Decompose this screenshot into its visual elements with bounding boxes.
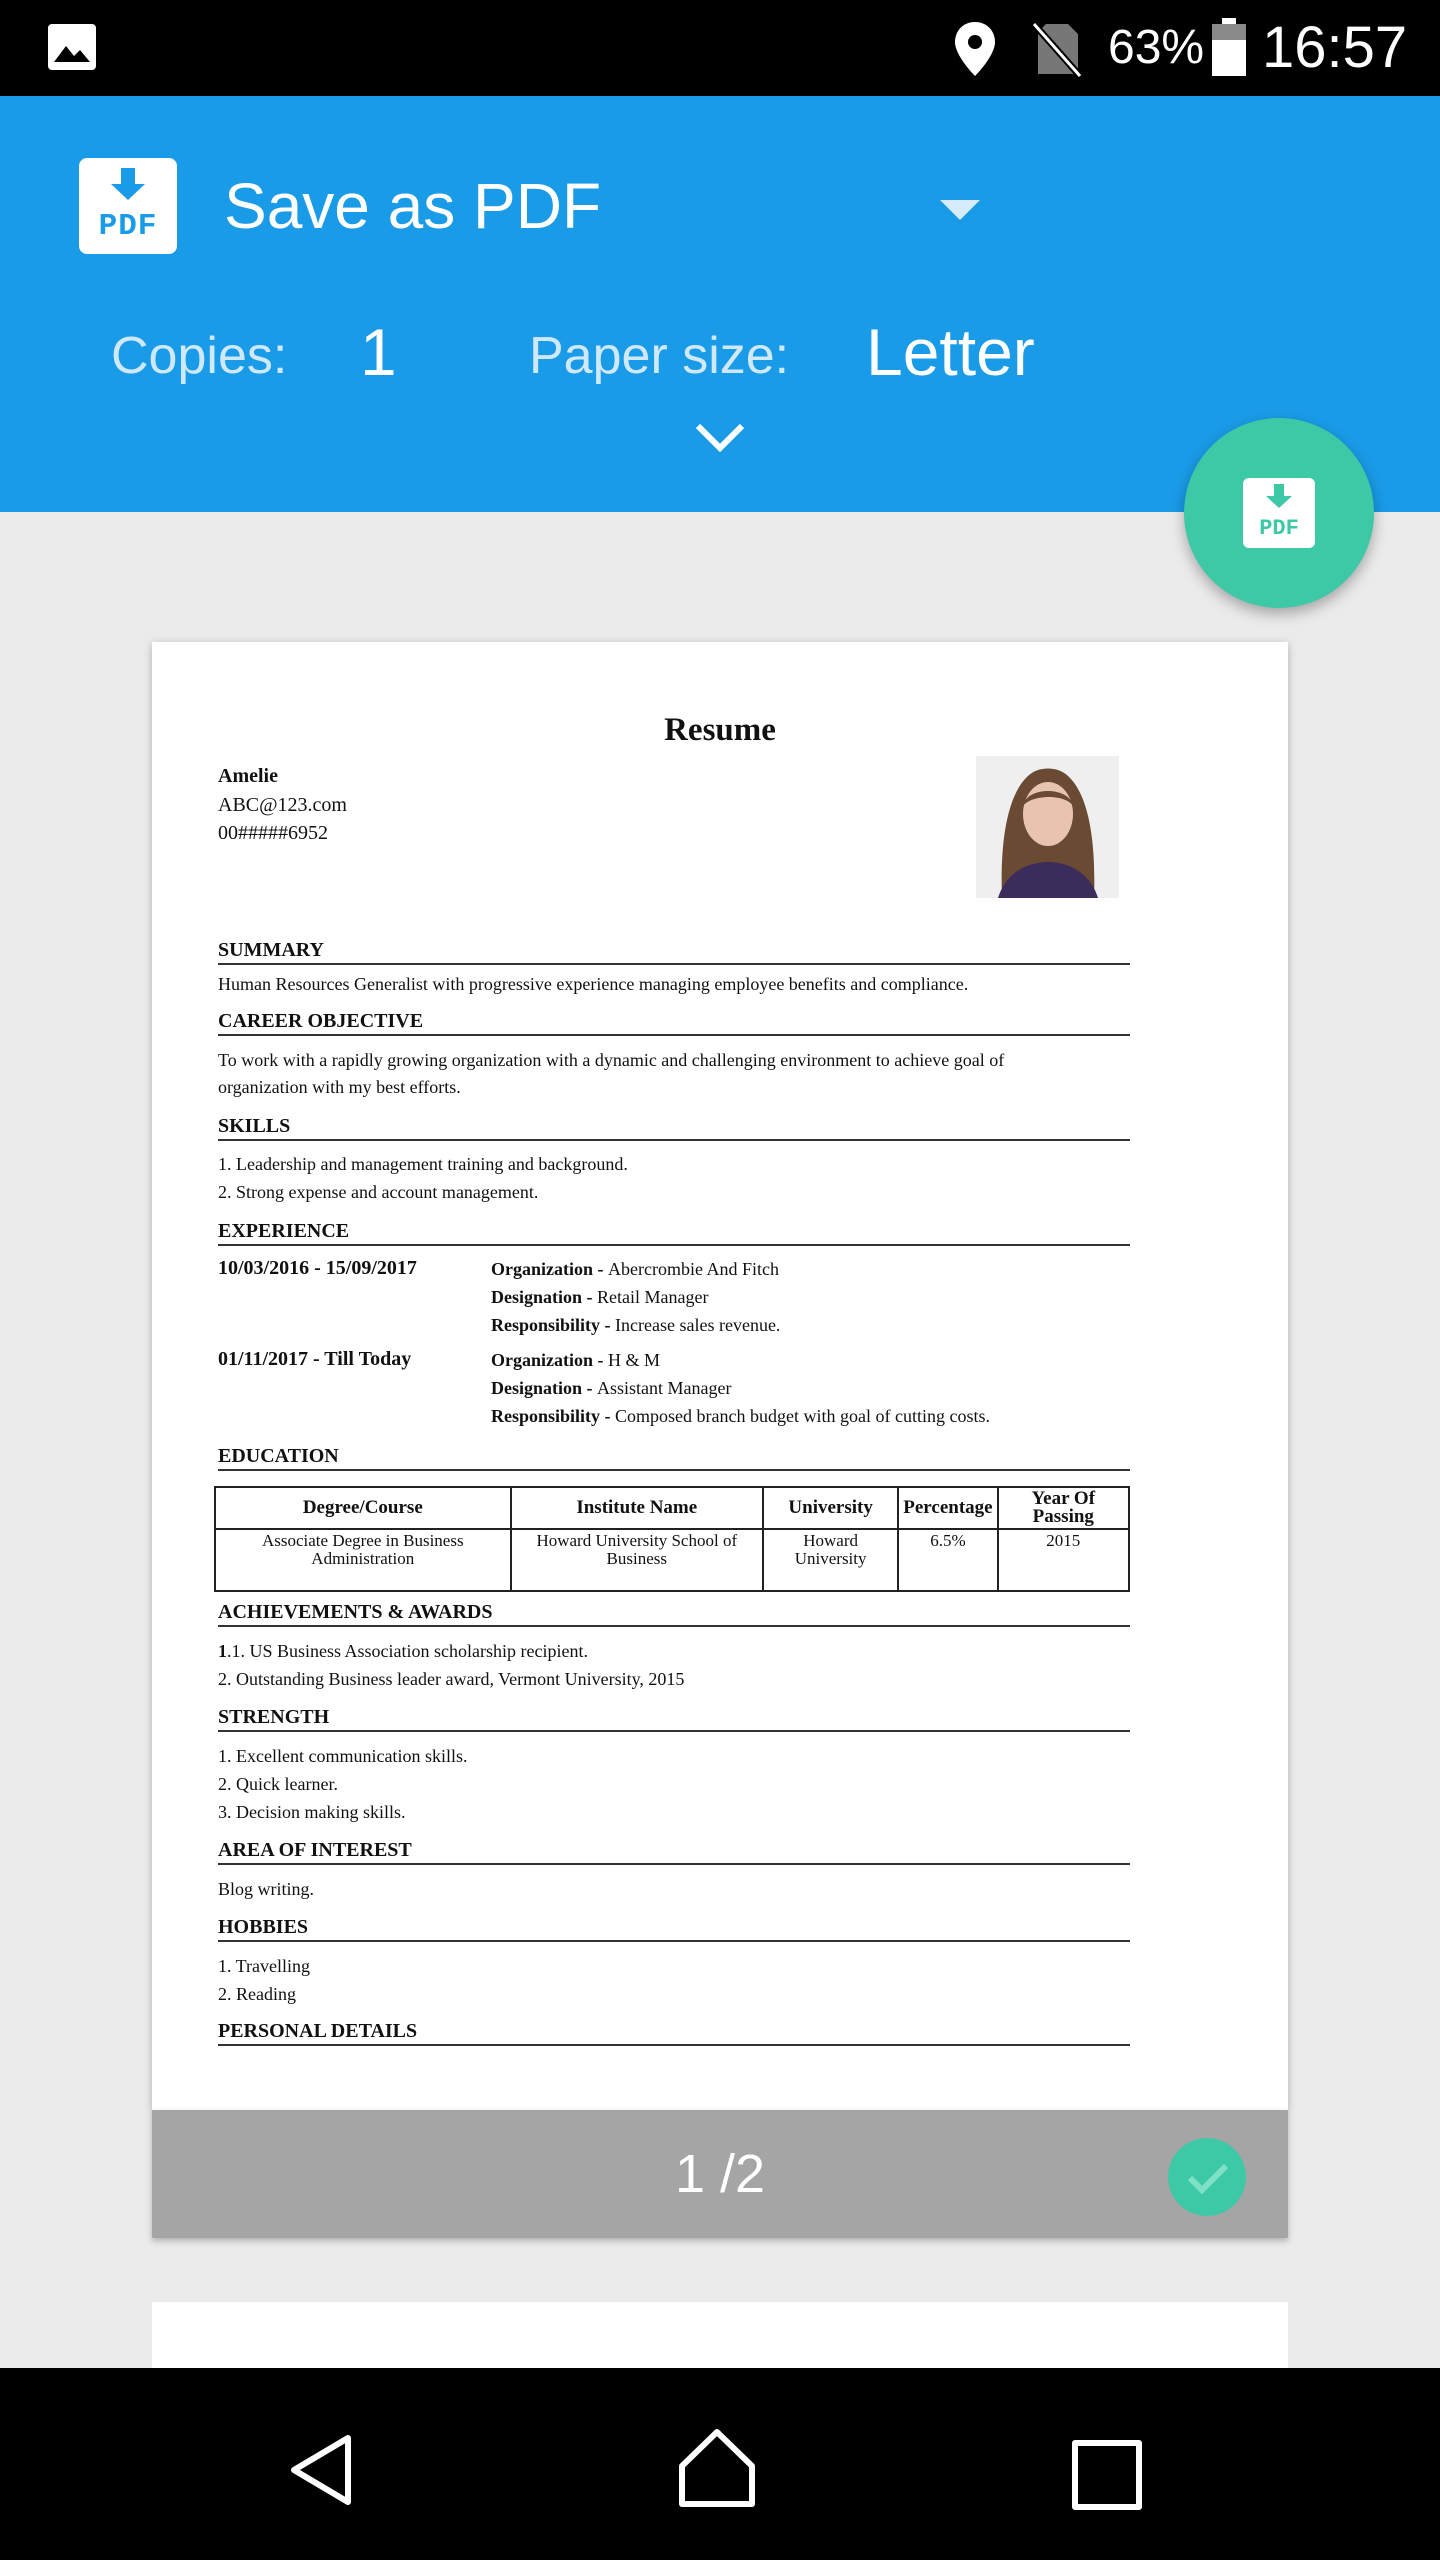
education-heading: EDUCATION bbox=[218, 1444, 1130, 1471]
summary-heading: SUMMARY bbox=[218, 938, 1130, 965]
table-cell: 2015 bbox=[998, 1529, 1129, 1591]
pdf-download-icon bbox=[1243, 478, 1315, 548]
copies-value[interactable]: 1 bbox=[360, 315, 397, 389]
objective-text-line2: organization with my best efforts. bbox=[218, 1077, 461, 1097]
table-cell: Howard University School of Business bbox=[511, 1529, 763, 1591]
pdf-printer-icon bbox=[79, 158, 177, 254]
home-icon[interactable] bbox=[676, 2426, 758, 2508]
navigation-bar bbox=[0, 2368, 1440, 2560]
experience-org bbox=[491, 1259, 779, 1280]
designation-label: Designation - bbox=[491, 1287, 598, 1307]
skill-item: 2. Strong expense and account management. bbox=[218, 1182, 539, 1202]
org-value: H & M bbox=[608, 1350, 661, 1370]
resume-name: Amelie bbox=[218, 765, 278, 787]
designation-value: Assistant Manager bbox=[597, 1378, 732, 1398]
experience-heading: EXPERIENCE bbox=[218, 1219, 1130, 1246]
table-cell: Howard University bbox=[763, 1529, 898, 1591]
org-value: Abercrombie And Fitch bbox=[608, 1259, 779, 1279]
pdf-logo-text: PDF bbox=[98, 209, 158, 244]
fab-pdf-text: PDF bbox=[1259, 516, 1299, 541]
experience-org bbox=[491, 1350, 660, 1371]
no-sim-icon bbox=[1032, 20, 1082, 78]
experience-designation bbox=[491, 1287, 708, 1308]
table-header: Percentage bbox=[898, 1487, 997, 1529]
achievement-text: .1. US Business Association scholarship recipient. bbox=[227, 1641, 588, 1661]
designation-label: Designation - bbox=[491, 1378, 598, 1398]
interest-text: Blog writing. bbox=[218, 1879, 315, 1899]
summary-text: Human Resources Generalist with progressive experience managing employee benefits and compliance. bbox=[218, 974, 969, 994]
table-cell: 6.5% bbox=[898, 1529, 997, 1591]
table-header: Institute Name bbox=[511, 1487, 763, 1529]
table-header: Year Of Passing bbox=[998, 1487, 1129, 1529]
strength-item: 2. Quick learner. bbox=[218, 1774, 338, 1794]
recents-icon[interactable] bbox=[1072, 2440, 1142, 2510]
hobby-item: 2. Reading bbox=[218, 1984, 296, 2004]
achievement-item: 2. Outstanding Business leader award, Vermont University, 2015 bbox=[218, 1669, 685, 1689]
battery-percent: 63% bbox=[1108, 21, 1205, 74]
org-label: Organization - bbox=[491, 1259, 608, 1279]
achievement-prefix: 1 bbox=[218, 1641, 227, 1661]
responsibility-value: Increase sales revenue. bbox=[615, 1315, 781, 1335]
hobby-item: 1. Travelling bbox=[218, 1956, 311, 1976]
strength-heading: STRENGTH bbox=[218, 1705, 1130, 1732]
back-icon[interactable] bbox=[286, 2432, 356, 2508]
table-row bbox=[215, 1529, 1129, 1591]
experience-dates: 10/03/2016 - 15/09/2017 bbox=[218, 1257, 417, 1279]
page-selected-checkbox[interactable] bbox=[1168, 2138, 1246, 2216]
save-pdf-button[interactable] bbox=[1184, 418, 1374, 608]
battery-icon bbox=[1210, 18, 1248, 76]
location-icon bbox=[953, 20, 997, 78]
page-preview-2[interactable] bbox=[152, 2302, 1288, 2368]
resume-email: ABC@123.com bbox=[218, 794, 347, 816]
clock: 16:57 bbox=[1262, 15, 1408, 80]
achievements-heading: ACHIEVEMENTS & AWARDS bbox=[218, 1600, 1130, 1627]
org-label: Organization - bbox=[491, 1350, 608, 1370]
hobbies-heading: HOBBIES bbox=[218, 1915, 1130, 1942]
interest-heading: AREA OF INTEREST bbox=[218, 1838, 1130, 1865]
strength-item: 3. Decision making skills. bbox=[218, 1802, 406, 1822]
objective-heading: CAREER OBJECTIVE bbox=[218, 1009, 1130, 1036]
experience-dates: 01/11/2017 - Till Today bbox=[218, 1348, 412, 1370]
strength-item: 1. Excellent communication skills. bbox=[218, 1746, 468, 1766]
table-cell: Associate Degree in Business Administration bbox=[215, 1529, 511, 1591]
skills-heading: SKILLS bbox=[218, 1114, 1130, 1141]
education-table bbox=[214, 1486, 1130, 1592]
copies-label: Copies: bbox=[111, 327, 288, 385]
designation-value: Retail Manager bbox=[597, 1287, 709, 1307]
table-header: Degree/Course bbox=[215, 1487, 511, 1529]
destination-select[interactable]: Save as PDF bbox=[224, 170, 602, 242]
page-footer bbox=[152, 2110, 1288, 2238]
status-bar bbox=[0, 0, 1440, 96]
responsibility-label: Responsibility - bbox=[491, 1406, 616, 1426]
paper-size-label: Paper size: bbox=[529, 327, 790, 385]
experience-responsibility bbox=[491, 1315, 780, 1336]
experience-responsibility bbox=[491, 1406, 990, 1427]
profile-photo bbox=[976, 756, 1119, 898]
table-header: University bbox=[763, 1487, 898, 1529]
resume-phone: 00#####6952 bbox=[218, 822, 328, 844]
experience-designation bbox=[491, 1378, 732, 1399]
skill-item: 1. Leadership and management training and background. bbox=[218, 1154, 628, 1174]
objective-text-line1: To work with a rapidly growing organization with a dynamic and challenging environment to achieve goal of bbox=[218, 1050, 1005, 1070]
expand-options-chevron-icon[interactable] bbox=[694, 422, 746, 452]
check-icon bbox=[1168, 2138, 1246, 2216]
table-header-row bbox=[215, 1487, 1129, 1529]
personal-details-heading: PERSONAL DETAILS bbox=[218, 2019, 1130, 2046]
resume-title: Resume bbox=[664, 712, 776, 748]
paper-size-value[interactable]: Letter bbox=[866, 315, 1035, 389]
dropdown-arrow-icon[interactable] bbox=[940, 200, 980, 220]
achievement-item bbox=[218, 1637, 588, 1665]
gallery-icon bbox=[46, 22, 98, 72]
responsibility-value: Composed branch budget with goal of cutting costs. bbox=[615, 1406, 990, 1426]
page-preview[interactable] bbox=[152, 642, 1288, 2110]
page-indicator: 1 /2 bbox=[674, 2144, 766, 2204]
responsibility-label: Responsibility - bbox=[491, 1315, 616, 1335]
